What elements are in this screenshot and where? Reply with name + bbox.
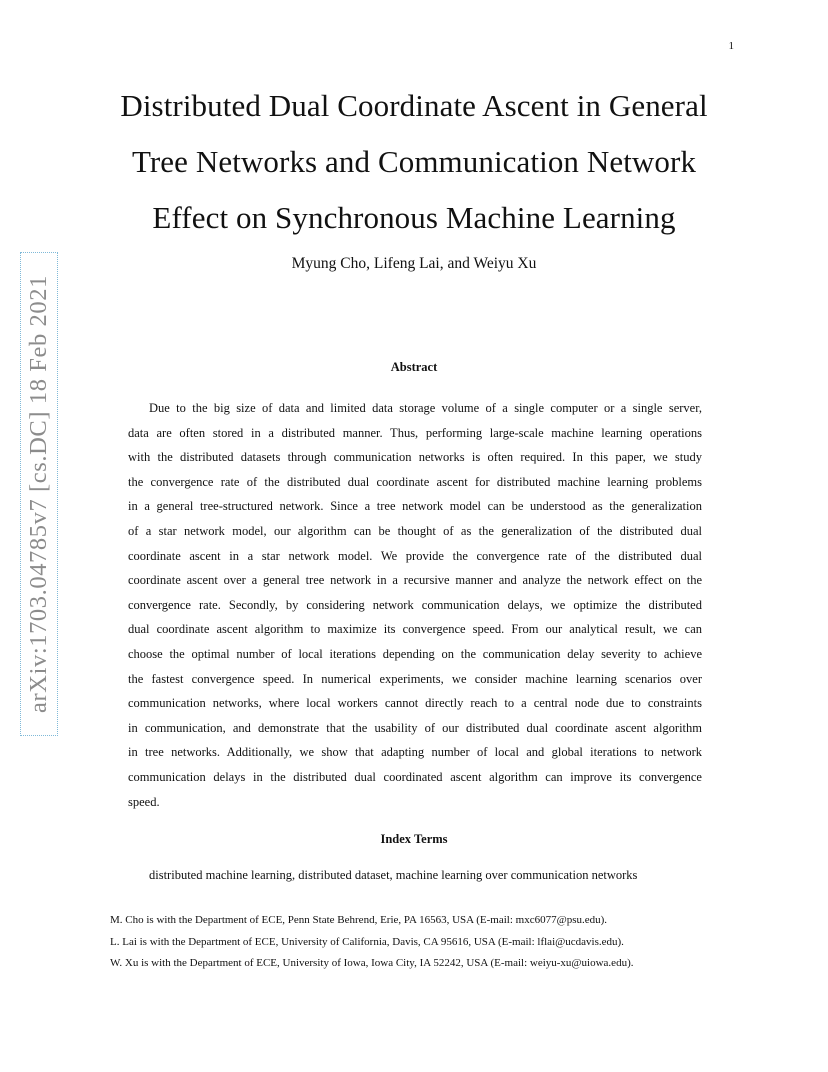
- title-line: Effect on Synchronous Machine Learning: [152, 200, 676, 235]
- abstract-heading: Abstract: [390, 360, 438, 374]
- abstract-line: in tree networks. Additionally, we show that adapting number of local and global iterations to network: [128, 745, 702, 760]
- page-number: 1: [728, 40, 734, 52]
- abstract-line: communication networks, where local workers cannot directly reach to a central node due to constraints: [128, 696, 702, 711]
- abstract-line: in a general tree-structured network. Since a tree network model can be understood as the generalization: [128, 499, 702, 514]
- title-line: Distributed Dual Coordinate Ascent in General: [120, 88, 708, 123]
- abstract-line: the convergence rate of the distributed dual coordinate ascent for distributed machine learning problems: [128, 474, 702, 489]
- abstract-line: convergence rate. Secondly, by considering network communication delays, we optimize the distributed: [128, 597, 702, 612]
- abstract-line: choose the optimal number of local iterations depending on the communication delay severity to achieve: [128, 646, 702, 661]
- abstract-line: in communication, and demonstrate that the usability of our distributed dual coordinate ascent algorithm: [128, 720, 702, 735]
- author-affiliation-footnotes: [110, 910, 730, 975]
- paper-title: [60, 78, 768, 246]
- abstract-line: dual coordinate ascent algorithm to maximize its convergence speed. From our analytical result, we can: [128, 622, 702, 637]
- footnote-line: W. Xu is with the Department of ECE, University of Iowa, Iowa City, IA 52242, USA (E-mail: weiyu-xu@uiowa.edu).: [110, 957, 634, 969]
- arxiv-identifier-text: arXiv:1703.04785v7 [cs.DC] 18 Feb 2021: [25, 275, 52, 713]
- abstract-line: coordinate ascent in a star network model. We provide the convergence rate of the distributed dual: [128, 548, 702, 563]
- title-line: Tree Networks and Communication Network: [131, 144, 697, 179]
- abstract-line: coordinate ascent over a general tree network in a recursive manner and analyze the network effect on the: [128, 573, 702, 588]
- abstract-line: data are often stored in a distributed manner. Thus, performing large-scale machine learning operations: [128, 425, 702, 440]
- abstract-body: [128, 396, 702, 814]
- abstract-line: communication delays in the distributed dual coordinated ascent algorithm can improve its convergence: [128, 769, 702, 784]
- index-terms-text: distributed machine learning, distributed dataset, machine learning over communication networks: [149, 868, 638, 882]
- abstract-line: of a star network model, our algorithm can be thought of as the generalization of the distributed dual: [128, 523, 702, 538]
- arxiv-identifier-stamp: [20, 252, 58, 736]
- abstract-line: Due to the big size of data and limited data storage volume of a single computer or a single server,: [149, 401, 702, 415]
- footnote-line: M. Cho is with the Department of ECE, Penn State Behrend, Erie, PA 16563, USA (E-mail: mxc6077@psu.edu).: [110, 914, 608, 926]
- abstract-line: speed.: [128, 794, 160, 809]
- index-terms-heading: Index Terms: [380, 832, 448, 846]
- abstract-line: the fastest convergence speed. In numerical experiments, we consider machine learning scenarios over: [128, 671, 702, 686]
- abstract-line: with the distributed datasets through communication networks is often required. In this paper, we study: [128, 450, 702, 465]
- footnote-line: L. Lai is with the Department of ECE, University of California, Davis, CA 95616, USA (E-mail: lflai@ucdavis.edu).: [110, 935, 624, 948]
- author-list: Myung Cho, Lifeng Lai, and Weiyu Xu: [291, 255, 537, 272]
